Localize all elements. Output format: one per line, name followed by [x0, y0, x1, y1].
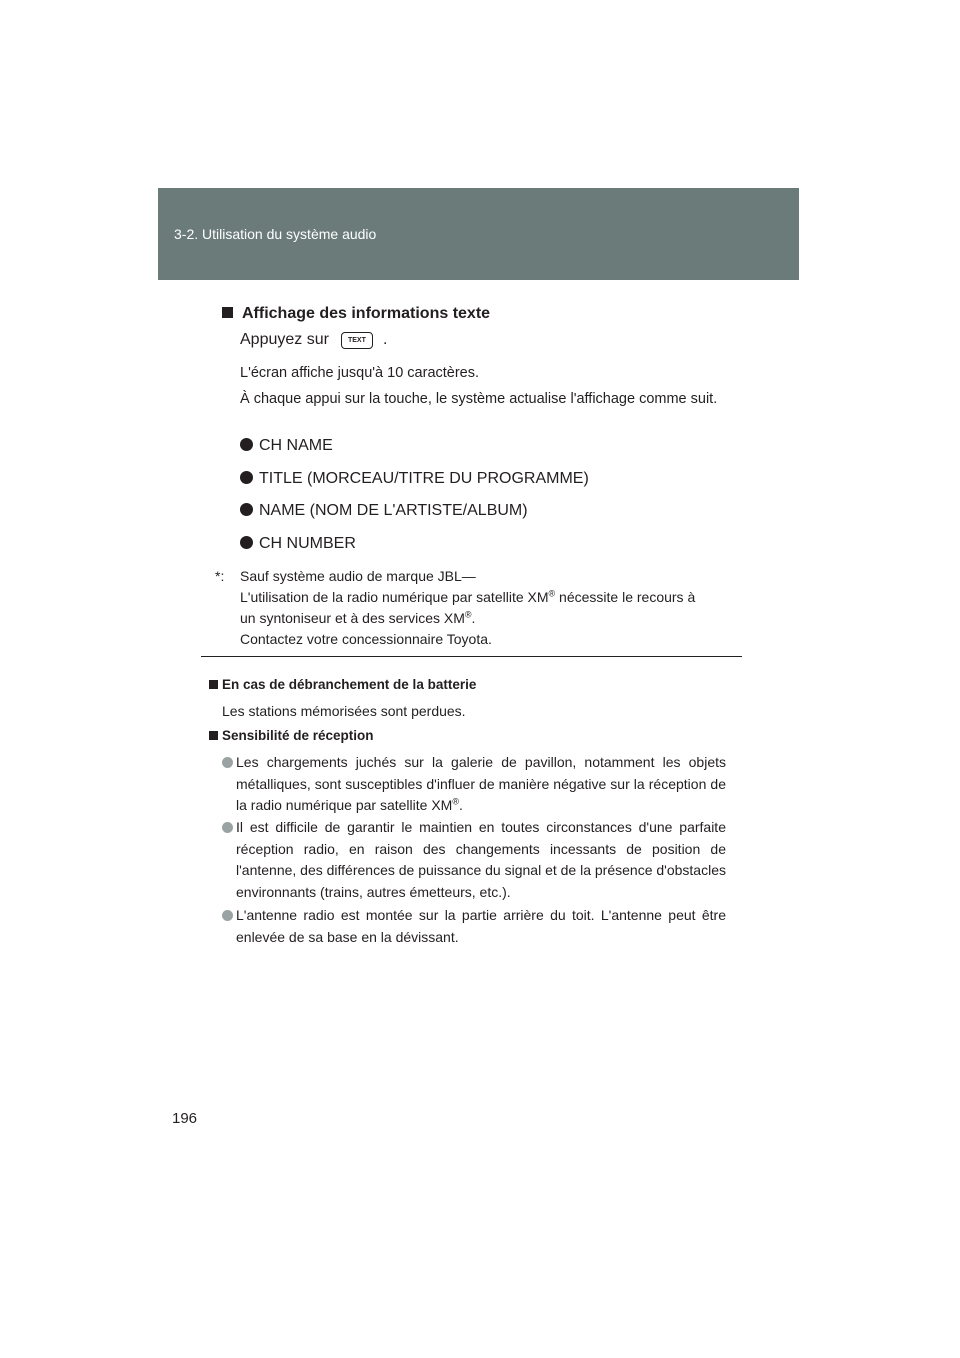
divider [201, 656, 742, 657]
list-item: TITLE (MORCEAU/TITRE DU PROGRAMME) [240, 470, 589, 488]
header-band [158, 188, 799, 280]
note-bullet-text: Les chargements juchés sur la galerie de pavillon, notamment les objets métalliques, sont susceptibles d'influer de manière négative sur la réception de la radio numérique par satellite XM®. [236, 754, 726, 813]
note-text: Les stations mémorisées sont perdues. [222, 703, 466, 719]
paragraph-update: À chaque appui sur la touche, le système actualise l'affichage comme suit. [240, 391, 718, 407]
bullet-icon [222, 910, 233, 921]
bullet-icon [240, 471, 253, 484]
paragraph-characters: L'écran affiche jusqu'à 10 caractères. [240, 365, 480, 381]
bullet-icon [222, 757, 233, 768]
instruction-prefix: Appuyez sur [240, 331, 329, 348]
footnote-marker: *: [215, 568, 225, 584]
square-bullet-icon [209, 731, 218, 740]
list-item: CH NAME [240, 437, 333, 455]
text-button-icon: TEXT [341, 332, 373, 349]
footnote-line: un syntoniseur et à des services XM®. [240, 609, 476, 626]
heading-text: Affichage des informations texte [242, 305, 491, 322]
section-heading [222, 305, 490, 323]
square-bullet-icon [222, 307, 233, 318]
note-bullet-text: Il est difficile de garantir le maintien en toutes circonstances d'une parfaite réception radio, en raison des changements incessants de position de l'antenne, des différences de puissance du signal et de la présence d'obstacles environnants (trains, autres émetteurs, etc.). [236, 819, 726, 900]
page-number: 196 [172, 1110, 198, 1127]
note-heading: Sensibilité de réception [209, 728, 374, 743]
section-title: 3-2. Utilisation du système audio [174, 226, 377, 242]
list-item: CH NUMBER [240, 535, 356, 553]
bullet-icon [240, 503, 253, 516]
footnote [240, 566, 740, 650]
footnote-line: Contactez votre concessionnaire Toyota. [240, 631, 492, 647]
bullet-icon [222, 822, 233, 833]
bullet-icon [240, 438, 253, 451]
bullet-icon [240, 536, 253, 549]
square-bullet-icon [209, 680, 218, 689]
footnote-line: L'utilisation de la radio numérique par satellite XM® nécessite le recours à [240, 588, 696, 605]
list-item: NAME (NOM DE L'ARTISTE/ALBUM) [240, 502, 528, 520]
note-bullet-text: L'antenne radio est montée sur la partie arrière du toit. L'antenne peut être enlevée de sa base en la dévissant. [236, 907, 726, 945]
note-heading: En cas de débranchement de la batterie [209, 677, 476, 692]
instruction-suffix: . [382, 331, 388, 348]
footnote-line: Sauf système audio de marque JBL— [240, 568, 476, 584]
instruction [240, 331, 387, 349]
